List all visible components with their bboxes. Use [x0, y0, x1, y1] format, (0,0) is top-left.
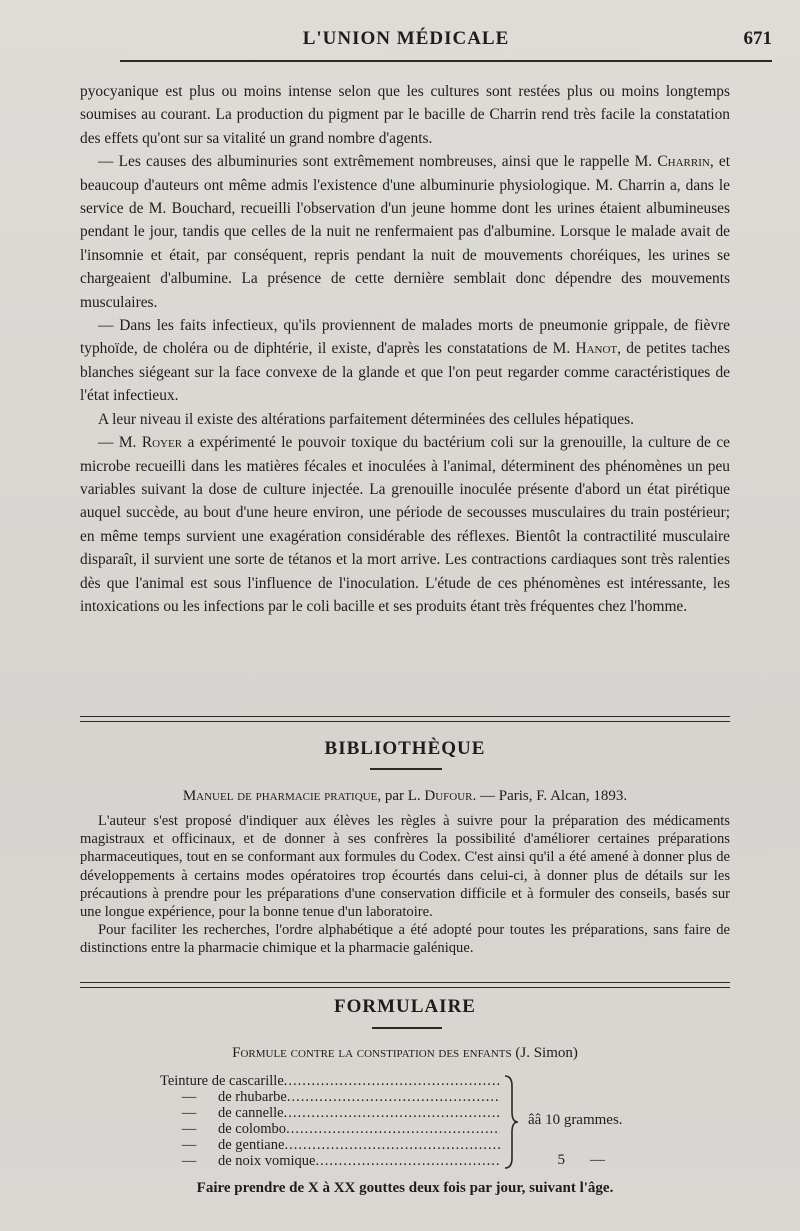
book-review	[80, 812, 730, 958]
paragraph: A leur niveau il existe des altérations parfaitement déterminées des cellules hépatiques.	[98, 410, 634, 428]
book-reference: Manuel de pharmacie pratique, par L. Dufour. — Paris, F. Alcan, 1893.	[182, 788, 628, 804]
dose-noix-vomique: 5 —	[557, 1152, 605, 1168]
author-name: Hanot	[575, 340, 618, 358]
author-name: Charrin	[657, 153, 710, 171]
ingredient-row: — de rhubarbe .....	[160, 1089, 500, 1105]
running-title: L'UNION MÉDICALE	[302, 28, 510, 49]
ingredient-row: — de colombo .....	[160, 1121, 500, 1137]
dosage-instruction: Faire prendre de X à XX gouttes deux fois par jour, suivant l'âge.	[196, 1180, 614, 1196]
section-title-bibliotheque: BIBLIOTHÈQUE	[324, 738, 486, 759]
paragraph: — M. Royer a expérimenté le pouvoir toxique du bactérium coli sur la grenouille, la culture de ce microbe recueilli dans les matières fécales et inoculées à l'animal, déterminent des phénomènes un peu variables suivant la dose de culture injectée. La grenouille inoculée présente d'abord un état pirétique auquel succède, au bout d'une heure environ, une période de secousses musculaires du train postérieur; en même temps survient une exagération considérable des réflexes. Bientôt la contractilité musculaire disparaît, il survient une sorte de tétanos et la mort arrive. Les contractions cardiaques sont très ralenties dès que l'animal est sous l'influence de l'inoculation. L'étude de ces phénomènes est intéressante, les intoxications ou les infections par le coli bacille et ses produits étant très fréquentes chez l'homme.	[80, 434, 730, 615]
title-underline	[372, 1027, 442, 1029]
title-underline	[370, 768, 442, 770]
ingredient-row: Teinture de cascarille .....	[160, 1073, 500, 1089]
section-title-formulaire: FORMULAIRE	[334, 996, 476, 1017]
book-title: Manuel de pharmacie pratique	[182, 788, 378, 804]
ingredient-row: — de cannelle .....	[160, 1105, 500, 1121]
review-paragraph: L'auteur s'est proposé d'indiquer aux élèves les règles à suivre pour la préparation des médicaments magistraux et officinaux, et de donner à ses confrères la possibilité d'améliorer certaines préparations pharmaceutiques, tout en se conformant aux formules du Codex. C'est ainsi qu'il a été amené à donner plus de développements à certains modes opératoires trop écourtés dans celui-ci, à donner plus de détails sur les précautions à prendre pour les préparations d'une conservation difficile et à formuler des conseils, basés sur une longue expérience, pour la bonne tenue d'un laboratoire.	[80, 813, 730, 921]
section-divider	[80, 721, 730, 722]
page-number: 671	[743, 28, 772, 49]
ingredient-row: — de noix vomique .....	[160, 1153, 500, 1169]
section-divider	[80, 987, 730, 988]
dose-grouped: ââ 10 grammes.	[528, 1112, 623, 1128]
ingredient-list	[160, 1073, 500, 1169]
paragraph: — Dans les faits infectieux, qu'ils proviennent de malades morts de pneumonie grippale, de fièvre typhoïde, de choléra ou de diphtérie, il existe, d'après les constatations de M. Hanot, de petites taches blanches siégeant sur la face convexe de la glande et que l'on peut regarder comme caractéristiques de l'état infectieux.	[80, 317, 731, 405]
article-body	[80, 80, 730, 618]
book-author: Dufour	[424, 788, 473, 804]
paragraph: — Les causes des albuminuries sont extrêmement nombreuses, ainsi que le rappelle M. Charrin, et beaucoup d'auteurs ont même admis l'existence d'une albuminurie physiologique. M. Charrin a, dans le service de M. Bouchard, recueilli l'observation d'un jeune homme dont les urines étaient albumineuses pendant le jour, tandis que celles de la nuit ne renfermaient pas d'albumine. Lorsque le malade avait de l'insomnie et était, par conséquent, repris pendant la nuit de mouvements choréiques, les urines se chargeaient d'albumine. La présence de cette dernière semblait donc dépendre des mouvements musculaires.	[80, 153, 730, 311]
paragraph: pyocyanique est plus ou moins intense selon que les cultures sont restées plus ou moins longtemps soumises au courant. La production du pigment par le bacille de Charrin rend très facile la constatation des effets qu'ont sur sa vitalité un grand nombre d'agents.	[80, 83, 730, 147]
section-divider	[80, 716, 730, 717]
ingredient-row: — de gentiane .....	[160, 1137, 500, 1153]
author-name: Royer	[141, 434, 183, 452]
formula-title: Formule contre la constipation des enfants (J. Simon)	[232, 1045, 578, 1061]
section-divider	[80, 982, 730, 983]
review-paragraph: Pour faciliter les recherches, l'ordre alphabétique a été adopté pour toutes les préparations, sans faire de distinctions entre la pharmacie chimique et la pharmacie galénique.	[80, 922, 730, 957]
header-rule	[120, 60, 772, 62]
page-header	[40, 24, 772, 60]
